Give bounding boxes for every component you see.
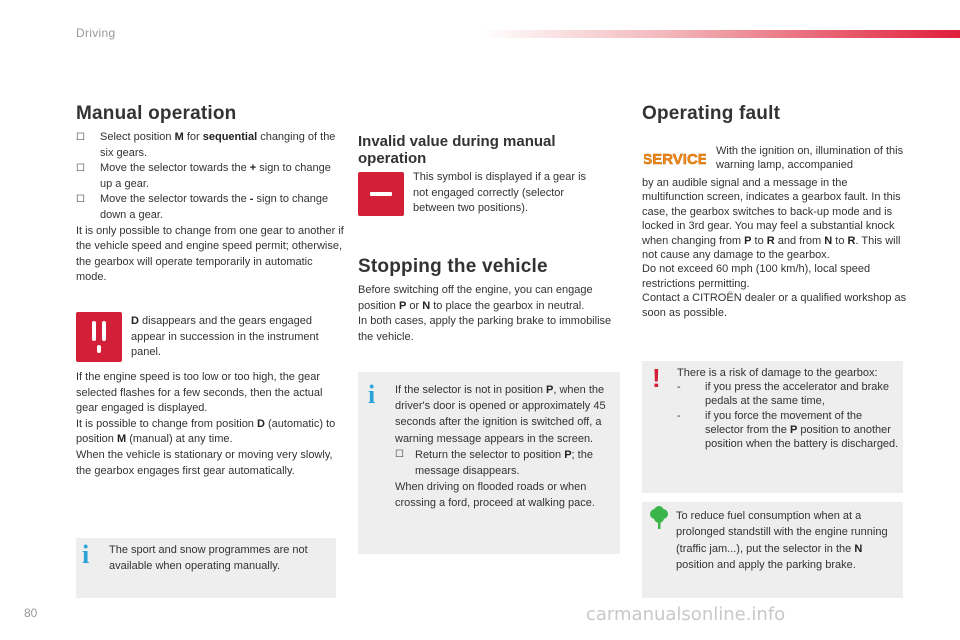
info-icon: i <box>368 380 376 409</box>
header-accent-bar <box>480 30 960 38</box>
manual-operation-title: Manual operation <box>76 103 237 124</box>
list-item: ☐ Move the selector towards the + sign to change up a gear. <box>76 162 331 190</box>
manual-operation-paragraph: It is only possible to change from one gear to another if the vehicle speed and engine speed permit; otherwise, the gearbox will operate temporarily in automatic mode. <box>76 224 344 284</box>
list-item: ☐ Move the selector towards the - sign to change down a gear. <box>76 193 329 221</box>
d-gear-note: D disappears and the gears engaged appear in succession in the instrument panel. <box>131 315 319 359</box>
watermark: carmanualsonline.info <box>586 604 786 625</box>
warning-note-gearbox: ! There is a risk of damage to the gearbox: - if you press the accelerator and brake pedals at the same time, - if you force the movement of the selector from the P position to another position when the battery is discharged. <box>642 361 903 493</box>
info-icon: i <box>82 540 90 569</box>
gear-symbol-description: This symbol is displayed if a gear is not engaged correctly (selector between two positions). <box>413 171 587 215</box>
info-note-selector: i If the selector is not in position P, when the driver's door is opened or approximately 45 seconds after the ignition is switched off, a warning message appears in the screen. ☐ Return the selector to position P; the message disappears. When driving on flooded roads or when crossing a ford, proceed at walking pace. <box>358 372 620 554</box>
operating-fault-intro: With the ignition on, illumination of this warning lamp, accompanied <box>716 145 904 172</box>
stopping-vehicle-title: Stopping the vehicle <box>358 256 548 277</box>
list-item: - if you press the accelerator and brake pedals at the same time, <box>677 381 890 408</box>
service-warning-lamp-icon <box>644 146 706 170</box>
tree-icon <box>648 506 670 535</box>
operating-fault-body: by an audible signal and a message in the multifunction screen, indicates a gearbox fault. In this case, the gearbox switches to back-up mode and is locked in 3rd gear. You may feel a substantial knock when changing from P to R and from N to R. This will not cause any damage to the gearbox. Do not exceed 60 mph (100 km/h), local speed restrictions permitting. Contact a CITROËN dealer or a qualified workshop as soon as possible. <box>642 177 907 319</box>
list-item: ☐ Return the selector to position P; the message disappears. <box>395 448 593 478</box>
checkbox-bullet-icon: ☐ <box>395 448 404 460</box>
manual-operation-bullets <box>76 130 344 286</box>
checkbox-bullet-icon: ☐ <box>76 163 85 175</box>
gear-fault-symbol-icon <box>358 172 404 216</box>
page-number: 80 <box>24 606 38 620</box>
engine-speed-paragraph: If the engine speed is too low or too high, the gear selected flashes for a few seconds, then the actual gear engaged is displayed. It is possible to change from position D (automatic) to position M (manual) at any time. When the vehicle is stationary or moving very slowly, the gearbox engages first gear automatically. <box>76 371 336 477</box>
list-item: ☐ Select position M for sequential changing of the six gears. <box>76 131 336 159</box>
invalid-value-title: Invalid value during manual operation <box>358 133 556 167</box>
eco-note-fuel: To reduce fuel consumption when at a prolonged standstill with the engine running (traffic jam...), put the selector in the N position and apply the parking brake. <box>642 502 903 598</box>
service-label: SERVICE <box>644 151 706 168</box>
checkbox-bullet-icon: ☐ <box>76 194 85 206</box>
list-item: - if you force the movement of the selector from the P position to another position when the battery is discharged. <box>677 409 899 451</box>
warning-lamp-icon <box>76 312 122 362</box>
info-note-sport-snow: i The sport and snow programmes are not available when operating manually. <box>76 538 336 598</box>
section-label: Driving <box>76 26 116 40</box>
checkbox-bullet-icon: ☐ <box>76 132 85 143</box>
stopping-vehicle-paragraph: Before switching off the engine, you can engage position P or N to place the gearbox in neutral. In both cases, apply the parking brake to immobilise the vehicle. <box>358 284 612 343</box>
operating-fault-title: Operating fault <box>642 103 781 124</box>
exclamation-icon: ! <box>652 363 661 393</box>
